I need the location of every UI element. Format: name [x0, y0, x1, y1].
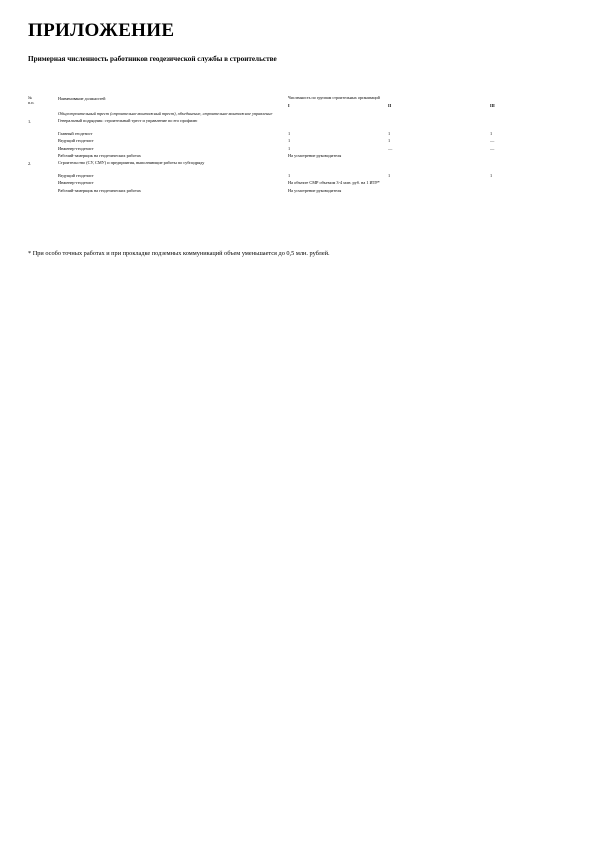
- section-2-num: 2.: [28, 160, 32, 166]
- row-g2: 1: [388, 172, 391, 178]
- section-2-title: Строительство (СУ, СМУ) и предприятия, выполняющие работы по субподряду: [58, 159, 205, 165]
- page-title: ПРИЛОЖЕНИЕ: [28, 20, 175, 41]
- header-group: [288, 95, 380, 100]
- row-g3: —: [490, 145, 495, 151]
- table-row: [28, 152, 568, 160]
- row-position: Рабочий-замерщик на геодезических работах: [58, 153, 141, 158]
- row-g1: 1: [288, 145, 291, 151]
- footnote: * При особо точных работах и при прокладке подземных коммуникаций объем уменьшается до 0,5 млн. рублей.: [28, 250, 330, 257]
- header-num-line1: №: [28, 95, 32, 100]
- header-group-1: I: [288, 103, 290, 108]
- row-g2: 1: [388, 130, 391, 136]
- row-g2: 1: [388, 138, 391, 143]
- section-1-title: Генеральный подрядчик: строительный трест и управление по его профилю: [58, 117, 198, 123]
- section-note: [28, 110, 568, 118]
- header-group-title: Численность по группам строительных организаций: [288, 95, 380, 100]
- row-g3: —: [490, 138, 495, 143]
- table-row: [28, 130, 568, 138]
- section-1-row: [28, 118, 568, 130]
- table-row: [28, 187, 568, 195]
- row-position: Ведущий геодезист: [58, 172, 94, 178]
- section-2-row: [28, 160, 568, 172]
- table-header-groups: [28, 102, 568, 110]
- row-position: Ведущий геодезист: [58, 138, 94, 143]
- row-position: Рабочий-замерщик на геодезических работах: [58, 187, 141, 193]
- header-num-line2: п.п.: [28, 100, 35, 105]
- page-subtitle: Примерная численность работников геодезической службы в строительстве: [28, 55, 277, 63]
- row-g1: 1: [288, 130, 291, 136]
- section-note-text: Общестроительный трест (строительно-монтажный трест), объединение, строительно-монтажное управление: [58, 111, 273, 116]
- row-position: Главный геодезист: [58, 130, 93, 136]
- header-group-3: III: [490, 103, 495, 108]
- header-position: Наименование должностей: [58, 96, 106, 101]
- row-g2: —: [388, 145, 393, 151]
- table-row: [28, 179, 568, 187]
- row-g3: 1: [490, 172, 493, 178]
- section-1-num: 1.: [28, 118, 32, 124]
- header-group-2: II: [388, 103, 392, 108]
- table-row: [28, 172, 568, 180]
- staff-table: [28, 95, 568, 194]
- row-g1: На усмотрение руководителя: [288, 153, 342, 158]
- row-g1: На усмотрение руководителя: [288, 187, 342, 193]
- row-g3: 1: [490, 130, 493, 136]
- row-position: Инженер-геодезист: [58, 180, 94, 185]
- row-position: Инженер-геодезист: [58, 145, 94, 151]
- row-g1: 1: [288, 138, 291, 143]
- table-row: [28, 137, 568, 145]
- table-row: [28, 145, 568, 153]
- row-g1: 1: [288, 172, 291, 178]
- row-g1: На объекте СМР объемом 3-4 млн. руб. на 1 ИТР*: [288, 180, 380, 185]
